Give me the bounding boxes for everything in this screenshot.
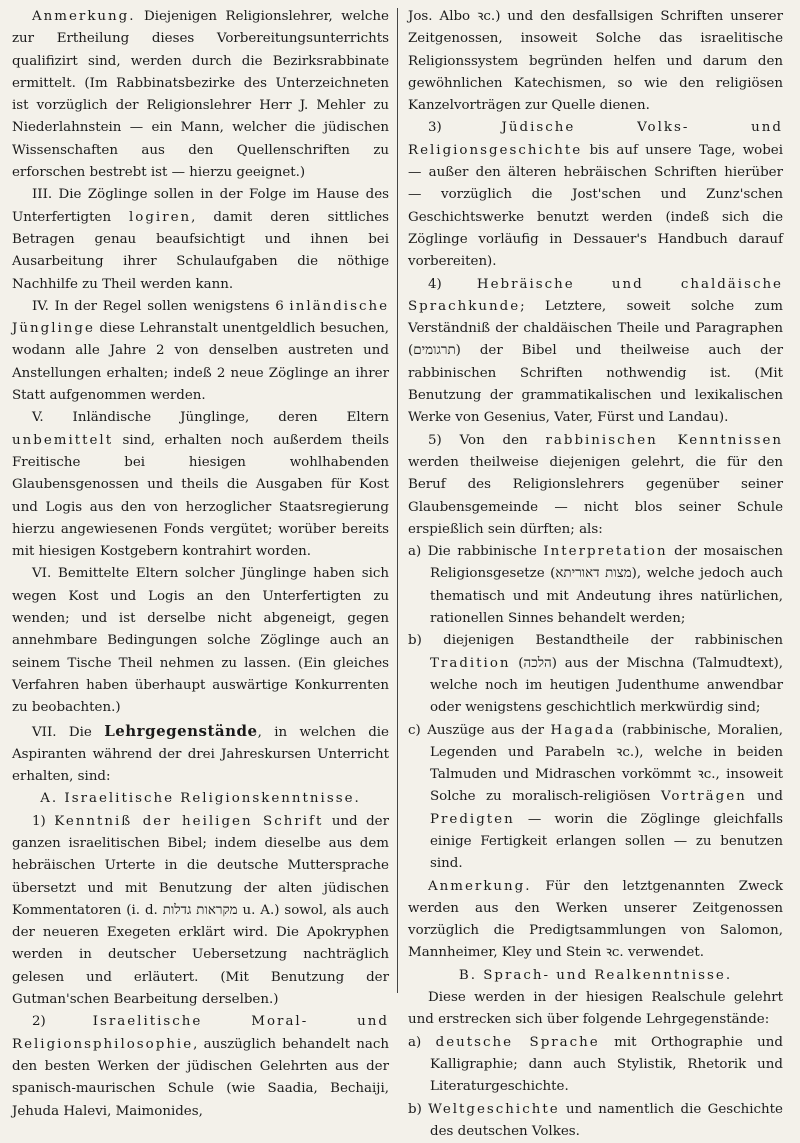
paragraph-vi: VI. Bemittelte Eltern solcher Jünglinge haben sich wegen Kost und Logis an den Unterfertigten zu wenden; und ist derselbe nicht abgeneigt, gegen annehmbare Bedingungen solche Zöglinge auch an seinem Tische Theil nehmen zu lassen. (Ein gleiches Verfahren haben überhaupt auswärtige Konkurrenten zu beobachten.) <box>12 566 389 716</box>
list-item-real-b: b) Weltgeschichte und namentlich die Geschichte des deutschen Volkes. <box>408 1101 783 1139</box>
paragraph-item-4: 4) Hebräische und chaldäische Sprachkunde; Letztere, soweit solche zum Verständniß der chaldäischen Theile und Paragraphen (תרגומים) der Bibel und theilweise auch der rabbinischen Schriften nothwendig ist. (Mit Benutzung der grammatikalischen und lexikalischen Werke von Gesenius, Vater, Fürst und Landau). <box>408 276 783 426</box>
list-item-c: c) Auszüge aus der Hagada (rabbinische, Moralien, Legenden und Parabeln ꝛc.), welche in beiden Talmuden und Midraschen vorkömmt ꝛc., insoweit Solche zu moralisch-religiösen Vorträgen und Predigten — worin die Zöglinge gleichfalls einige Fertigkeit erlangen sollen — zu benutzen sind. <box>408 722 783 872</box>
paragraph-anmerkung-2: Anmerkung. Für den letztgenannten Zweck werden aus den Werken unserer Zeitgenossen vorzüglich die Predigtsammlungen von Salomon, Mannheimer, Kley und Stein ꝛc. verwendet. <box>408 878 783 961</box>
paragraph-item-1: 1) Kenntniß der heiligen Schrift und der ganzen israelitischen Bibel; indem dieselbe aus dem hebräischen Urterte in die deutsche Muttersprache übersetzt und mit Benutzung der alten jüdischen Kommentatoren (i. d. מקראות גדלות u. A.) sowol, als auch der neueren Exegeten erklärt wird. Die Apokryphen werden in deutscher Uebersetzung nachträglich gelesen und erläutert. (Mit Benutzung der Gutman'schen Bearbeitung derselben.) <box>12 813 389 1008</box>
heading-realkenntnisse: B. Sprach- und Realkenntnisse. <box>458 967 733 983</box>
paragraph-item-2: 2) Israelitische Moral- und Religionsphilosophie, auszüglich behandelt nach den besten Werken der jüdischen Gelehrten aus der spanisch-maurischen Schule (wie Saadia, Bechaiji, Jehuda Halevi, Maimonides, <box>12 1014 389 1119</box>
paragraph-continuation: Jos. Albo ꝛc.) und den desfallsigen Schriften unserer Zeitgenossen, insoweit Solche das israelitische Religionssystem begründen helfen und darum den gewöhnlichen Katechismen, so wie den religiösen Kanzelvorträgen zur Quelle dienen. <box>408 9 783 114</box>
paragraph-item-5: 5) Von den rabbinischen Kenntnissen werden theilweise diejenigen gelehrt, die für den Beruf des Religionslehrers gegenüber seiner Glaubensgemeinde — nicht blos seiner Schule erspießlich sein dürften; als: <box>408 432 783 537</box>
paragraph-iii: III. Die Zöglinge sollen in der Folge im Hause des Unterfertigten logiren, damit deren sittliches Betragen genau beaufsichtigt und ihnen bei Ausarbeitung ihrer Schulaufgaben die nöthige Nachhilfe zu Theil werden kann. <box>12 187 389 292</box>
list-item-b: b) diejenigen Bestandtheile der rabbinischen Tradition (הלכה) aus der Mischna (Talmudtext), welche noch im heutigen Judenthume anwendbar oder wenigstens geschichtlich merkwürdig sind; <box>408 633 784 716</box>
left-column <box>12 6 397 1119</box>
paragraph-realschule: Diese werden in der hiesigen Realschule gelehrt und erstrecken sich über folgende Lehrgegenstände: <box>408 990 783 1028</box>
right-column <box>398 6 784 1139</box>
paragraph-anmerkung-1: Anmerkung. Diejenigen Religionslehrer, welche zur Ertheilung dieses Vorbereitungsunterrichts qualifizirt sind, werden durch die Bezirksrabbinate ermittelt. (Im Rabbinatsbezirke des Unterzeichneten ist vorzüglich der Religionslehrer Herr J. Mehler zu Niederlahnstein — ein Mann, welcher die jüdischen Wissenschaften aus den Quellenschriften zu erforschen bestrebt ist — hierzu geeignet.) <box>12 9 389 181</box>
list-item-a: a) Die rabbinische Interpretation der mosaischen Religionsgesetze (מצות דאוריתא), welche jedoch auch thematisch und mit Andeutung ihres natürlichen, rationellen Sinnes behandelt werden; <box>408 544 783 627</box>
paragraph-iv: IV. In der Regel sollen wenigstens 6 inländische Jünglinge diese Lehranstalt unentgeldlich besuchen, wodann alle Jahre 2 von denselben austreten und Anstellungen erhalten; indeß 2 neue Zöglinge an ihrer Statt aufgenommen werden. <box>12 298 389 404</box>
paragraph-item-3: 3) Jüdische Volks- und Religionsgeschichte bis auf unsere Tage, wobei — außer den älteren hebräischen Schriften hierüber — vorzüglich die Jost'schen und Zunz'schen Geschichtswerke benutzt werden (indeß sich die Zöglinge vorläufig in Dessauer's Handbuch darauf vorbereiten). <box>408 120 783 270</box>
list-item-real-a: a) deutsche Sprache mit Orthographie und Kalligraphie; dann auch Stylistik, Rhetorik und Literaturgeschichte. <box>408 1034 784 1095</box>
paragraph-v: V. Inländische Jünglinge, deren Eltern unbemittelt sind, erhalten noch außerdem theils Freitische bei hiesigen wohlhabenden Glaubensgenossen und theils die Ausgaben für Kost und Logis aus den von herzoglicher Staatsregierung hierzu angewiesenen Fonds vergütet; worüber bereits mit hiesigen Kostgebern kontrahirt worden. <box>12 410 389 560</box>
heading-religionskenntnisse: A. Israelitische Religionskenntnisse. <box>40 791 361 807</box>
paragraph-vii: VII. Die Lehrgegenstände, in welchen die Aspiranten während der drei Jahreskursen Unterricht erhalten, sind: <box>12 721 389 785</box>
